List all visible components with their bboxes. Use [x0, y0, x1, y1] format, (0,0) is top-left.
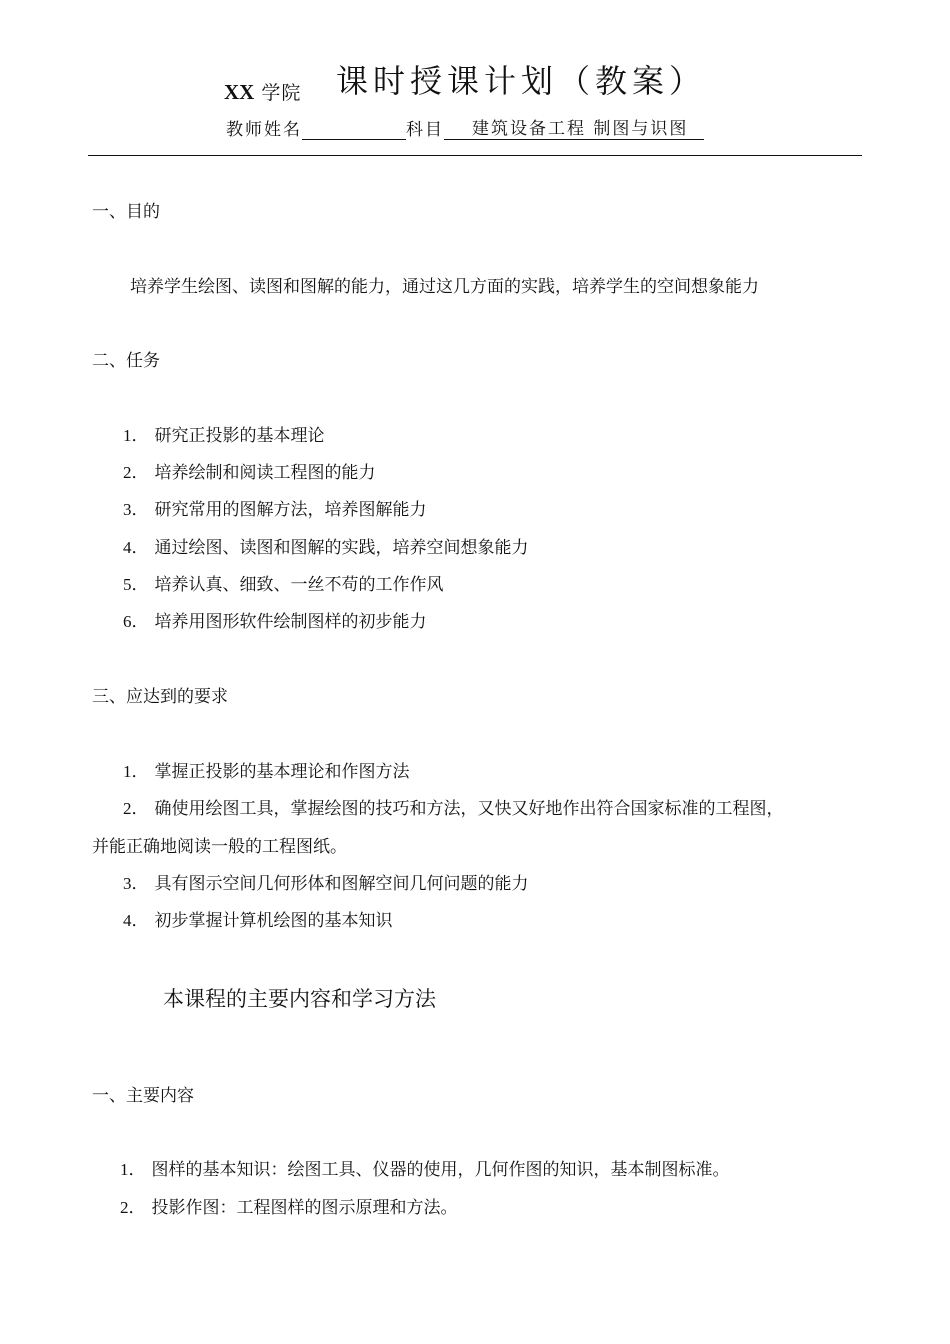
- list-item: 6． 培养用图形软件绘制图样的初步能力: [123, 612, 427, 632]
- list-item: 1． 图样的基本知识：绘图工具、仪器的使用，几何作图的知识，基本制图标准。: [120, 1160, 730, 1180]
- list-item: 3． 具有图示空间几何形体和图解空间几何问题的能力: [123, 874, 529, 894]
- list-item: 1． 掌握正投影的基本理论和作图方法: [123, 762, 410, 782]
- purpose-heading: 一、目的: [92, 202, 160, 222]
- header-info-line: [226, 114, 704, 140]
- purpose-text: 培养学生绘图、读图和图解的能力，通过这几方面的实践，培养学生的空间想象能力: [130, 277, 759, 297]
- list-item: 2． 投影作图：工程图样的图示原理和方法。: [120, 1198, 458, 1218]
- school-name: [224, 78, 301, 105]
- requirements-heading: 三、应达到的要求: [92, 687, 228, 707]
- header-divider: [88, 155, 862, 156]
- list-item: 4． 初步掌握计算机绘图的基本知识: [123, 911, 393, 931]
- subject-value: 建筑设备工程 制图与识图: [444, 114, 704, 140]
- list-item-continuation: 并能正确地阅读一般的工程图纸。: [92, 837, 347, 857]
- document-title: 课时授课计划（教案）: [336, 62, 707, 100]
- list-item: 5． 培养认真、细致、一丝不苟的工作作风: [123, 575, 444, 595]
- course-section-title: 本课程的主要内容和学习方法: [163, 987, 436, 1011]
- main-content-heading: 一、主要内容: [92, 1086, 194, 1106]
- list-item: 1． 研究正投影的基本理论: [123, 426, 325, 446]
- list-item: 2． 培养绘制和阅读工程图的能力: [123, 463, 376, 483]
- school-prefix: XX: [224, 80, 255, 104]
- teacher-name-field: [302, 117, 406, 140]
- list-item: 3． 研究常用的图解方法，培养图解能力: [123, 500, 427, 520]
- tasks-heading: 二、任务: [92, 351, 160, 371]
- list-item: 4． 通过绘图、读图和图解的实践，培养空间想象能力: [123, 538, 529, 558]
- school-suffix: 学院: [261, 82, 302, 104]
- teacher-label: 教师姓名: [226, 120, 302, 140]
- subject-label: 科目: [406, 120, 444, 140]
- list-item: 2． 确使用绘图工具，掌握绘图的技巧和方法，又快又好地作出符合国家标准的工程图，: [123, 799, 784, 819]
